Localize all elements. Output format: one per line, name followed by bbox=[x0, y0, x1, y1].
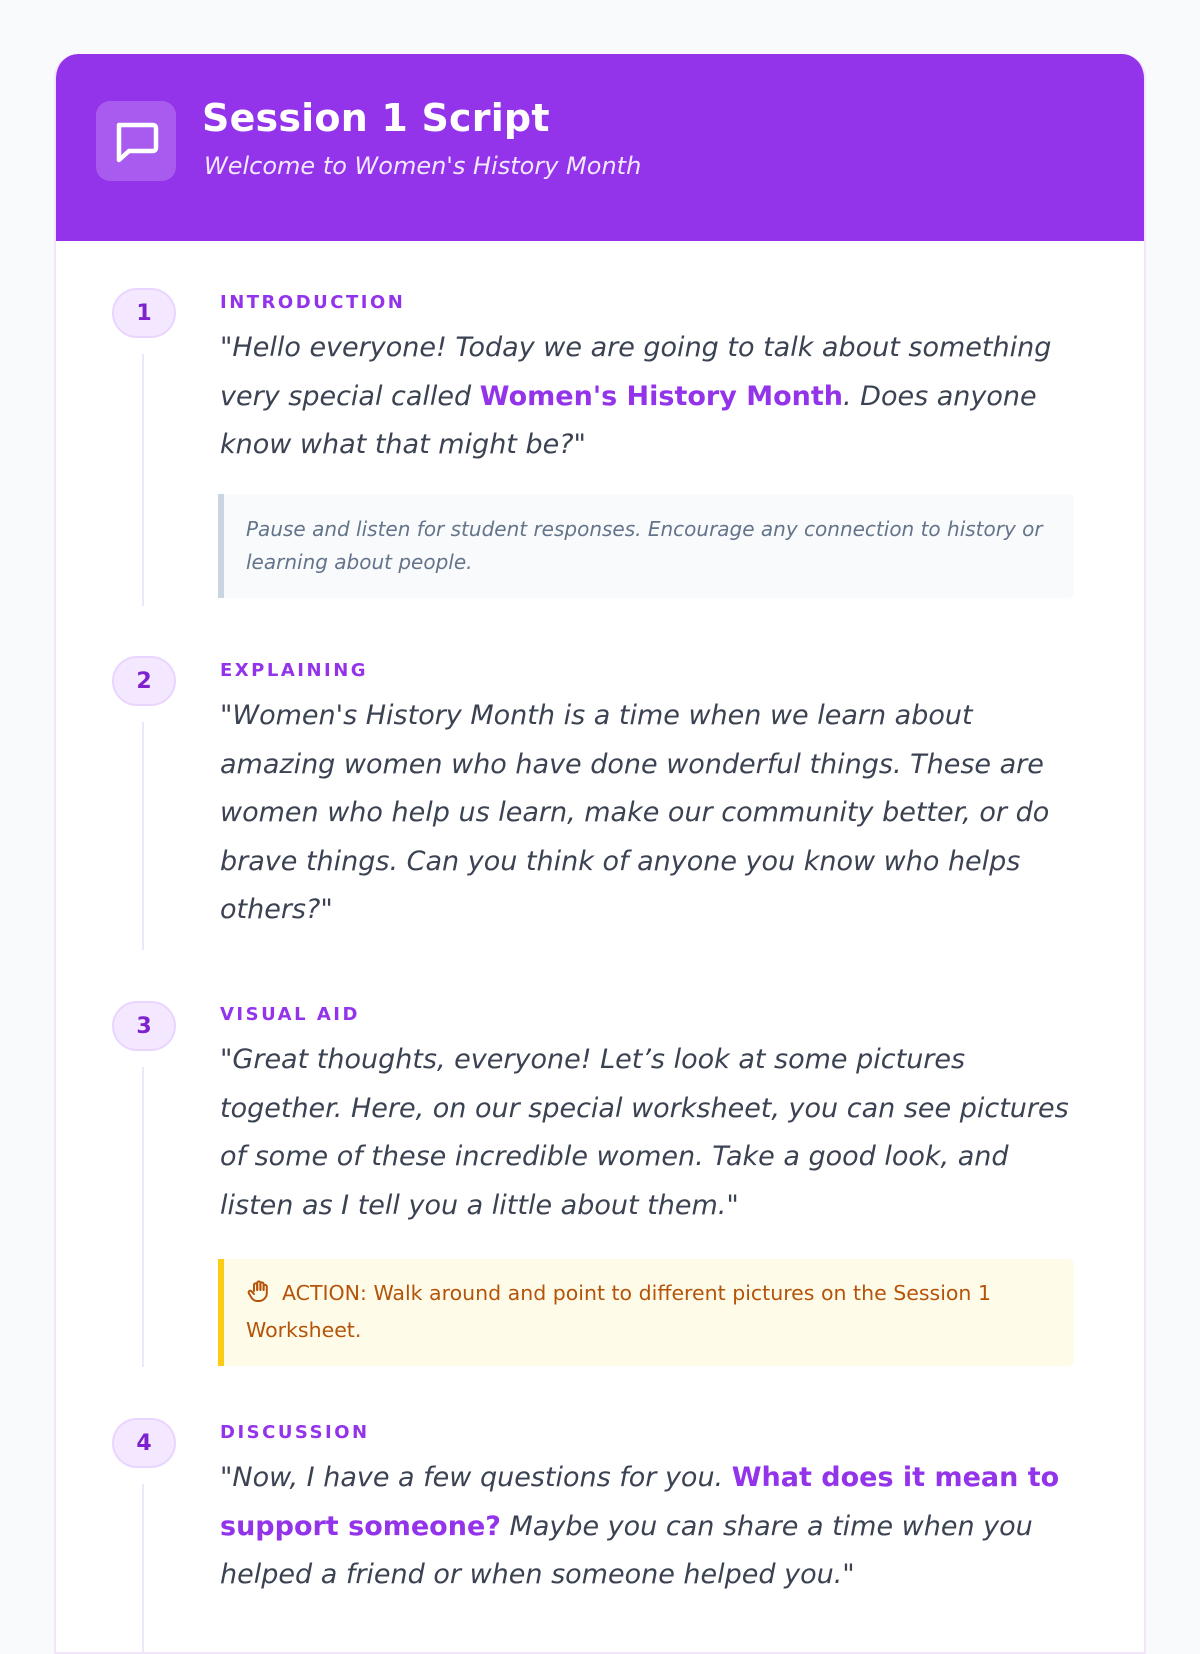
action-callout bbox=[218, 1259, 1074, 1366]
timeline-line bbox=[142, 1067, 144, 1367]
step-quote: "Women's History Month is a time when we learn about amazing women who have done wonderful things. These are women who help us learn, make our community better, or do brave things. Can you think of anyone you know who helps others?" bbox=[220, 700, 1050, 925]
quote-text: . Does anyone know what that might be?" bbox=[220, 380, 1037, 460]
page-title: Session 1 Script bbox=[202, 96, 550, 140]
script-header bbox=[56, 54, 1146, 241]
step-number: 3 bbox=[112, 1001, 176, 1051]
step-number: 4 bbox=[112, 1418, 176, 1468]
hand-icon bbox=[246, 1278, 272, 1314]
timeline-line bbox=[142, 1484, 144, 1654]
step-label: DISCUSSION bbox=[220, 1422, 370, 1443]
step-number: 2 bbox=[112, 656, 176, 706]
quote-text: "Hello everyone! Today we are going to talk about something very special called bbox=[220, 332, 1052, 412]
script-card bbox=[54, 54, 1146, 1654]
page-subtitle: Welcome to Women's History Month bbox=[204, 152, 642, 180]
timeline-line bbox=[142, 354, 144, 606]
chat-bubble-icon bbox=[96, 101, 176, 181]
step-quote bbox=[220, 324, 1090, 470]
step-label: INTRODUCTION bbox=[220, 292, 406, 313]
timeline-line bbox=[142, 722, 144, 950]
step-number: 1 bbox=[112, 288, 176, 338]
quote-text: "Now, I have a few questions for you. bbox=[220, 1462, 732, 1493]
step-label: VISUAL AID bbox=[220, 1004, 360, 1025]
action-text: ACTION: Walk around and point to different pictures on the Session 1 Worksheet. bbox=[246, 1281, 991, 1342]
step-quote: "Great thoughts, everyone! Let’s look at some pictures together. Here, on our special worksheet, you can see pictures of some of these incredible women. Take a good look, and listen as I tell you a little about them." bbox=[220, 1044, 1069, 1221]
step-quote bbox=[220, 1454, 1090, 1600]
step-label: EXPLAINING bbox=[220, 660, 369, 681]
highlighted-term: Women's History Month bbox=[479, 380, 844, 412]
teacher-note: Pause and listen for student responses. Encourage any connection to history or learning about people. bbox=[218, 494, 1074, 598]
highlighted-term: What does it mean to support someone? bbox=[220, 1462, 1060, 1542]
quote-text: Maybe you can share a time when you helped a friend or when someone helped you." bbox=[220, 1510, 1033, 1590]
